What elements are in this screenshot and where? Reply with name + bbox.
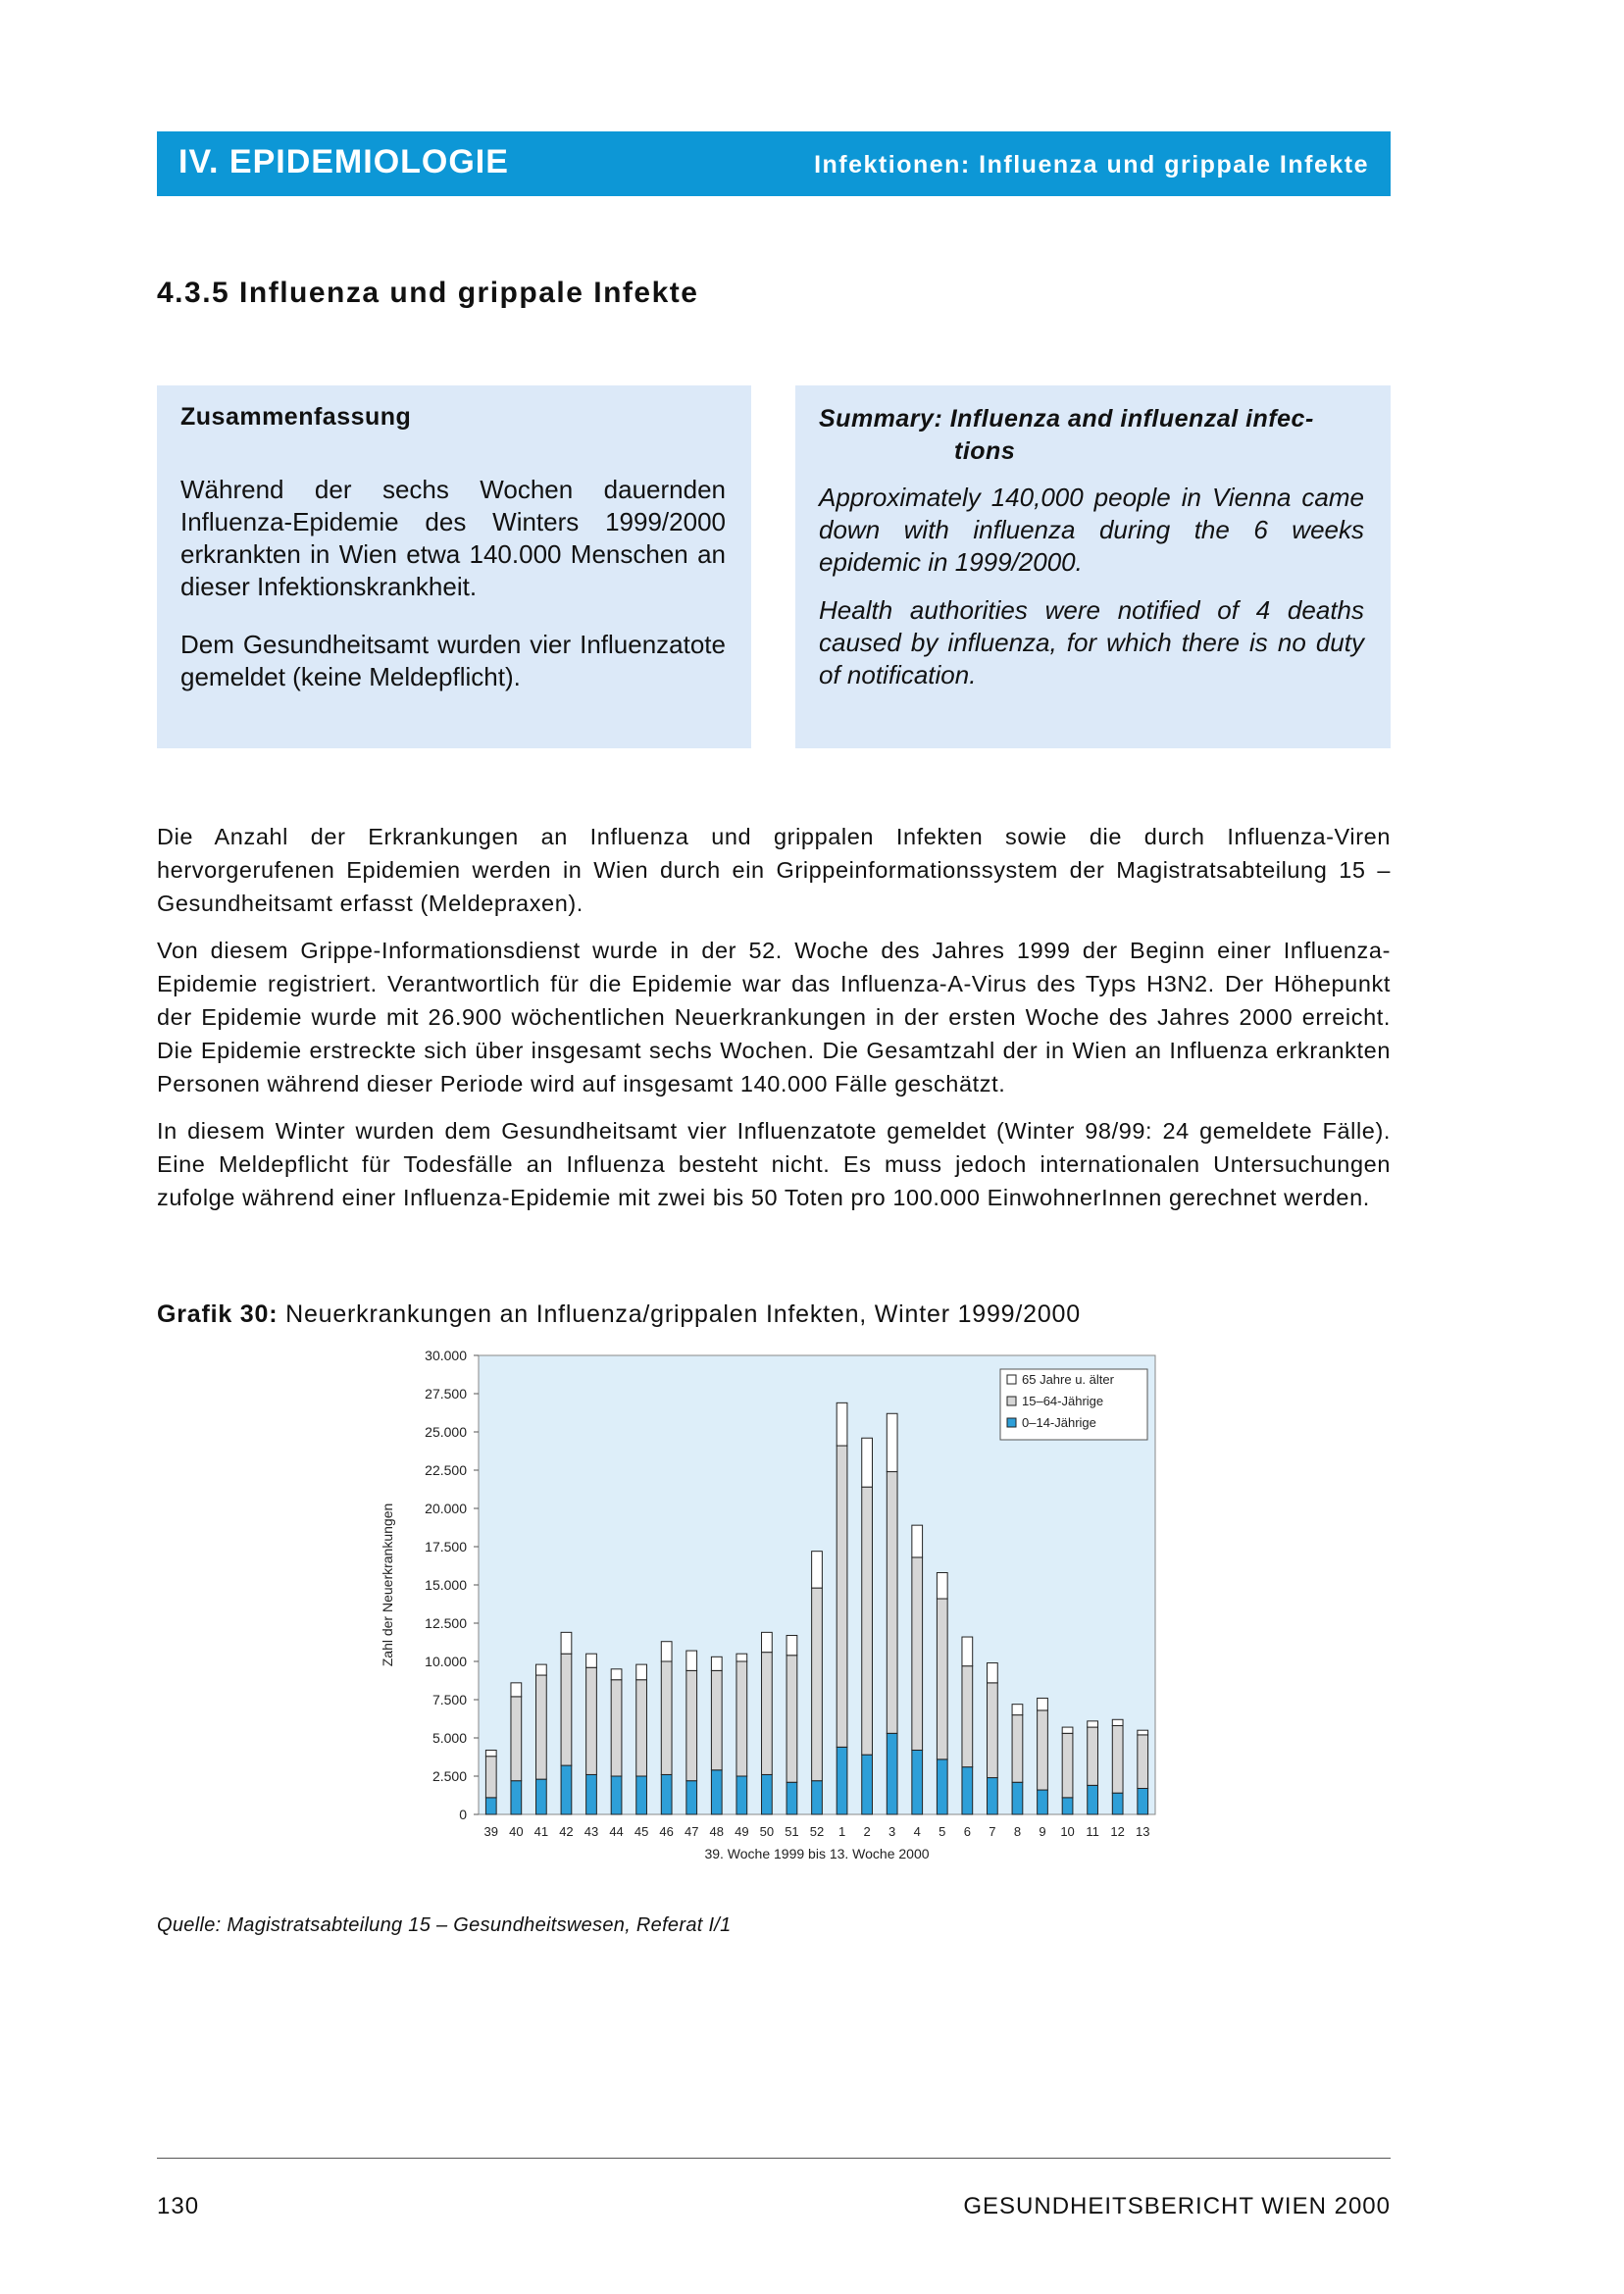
bar-segment-0 bbox=[661, 1774, 672, 1814]
bar-segment-1 bbox=[862, 1487, 873, 1755]
bar-segment-0 bbox=[988, 1778, 998, 1814]
bar-segment-2 bbox=[1012, 1705, 1023, 1715]
legend-label: 65 Jahre u. älter bbox=[1022, 1372, 1114, 1387]
x-tick-label: 9 bbox=[1039, 1824, 1046, 1839]
bar-segment-1 bbox=[887, 1472, 897, 1734]
bar-segment-2 bbox=[536, 1664, 547, 1675]
bar-segment-2 bbox=[485, 1750, 496, 1756]
x-tick-label: 8 bbox=[1013, 1824, 1022, 1839]
bar-segment-2 bbox=[511, 1683, 522, 1697]
bar-segment-2 bbox=[686, 1651, 697, 1670]
summary-paragraph-german-2: Dem Gesundheitsamt wurden vier Influenzatote gemeldet (keine Meldepflicht). bbox=[180, 630, 726, 691]
bar-segment-1 bbox=[837, 1446, 847, 1747]
bar-segment-2 bbox=[962, 1637, 973, 1666]
bar-segment-2 bbox=[812, 1552, 823, 1588]
bar-segment-0 bbox=[561, 1765, 572, 1814]
x-tick-label: 50 bbox=[759, 1824, 775, 1839]
bar-segment-2 bbox=[912, 1525, 923, 1557]
x-tick-label: 43 bbox=[584, 1824, 599, 1839]
bar-segment-0 bbox=[711, 1770, 722, 1814]
legend-swatch bbox=[1007, 1375, 1016, 1384]
bar-segment-2 bbox=[586, 1654, 597, 1667]
bar-segment-1 bbox=[787, 1656, 797, 1782]
x-tick-label: 44 bbox=[609, 1824, 624, 1839]
bar-segment-2 bbox=[762, 1632, 773, 1652]
x-tick-label: 41 bbox=[533, 1824, 549, 1839]
x-tick-label: 48 bbox=[709, 1824, 725, 1839]
summary-heading-english-line2: tions bbox=[954, 437, 1016, 465]
summary-box-german bbox=[157, 385, 751, 748]
bar-segment-2 bbox=[787, 1635, 797, 1655]
x-tick-label: 40 bbox=[509, 1824, 524, 1839]
y-tick-label: 25.000 bbox=[425, 1424, 467, 1440]
body-paragraph-2: Von diesem Grippe-Informationsdienst wurde in der 52. Woche des Jahres 1999 der Beginn einer Influenza-Epidemie registriert. Verantwortlich für die Epidemie war das Influenza-A-Virus des Typs H3N2. Der Höhepunkt der Epidemie wurde mit 26.900 wöchentlichen Neuerkrankungen in der ersten Woche des Jahres 2000 erreicht. Die Epidemie erstreckte sich über insgesamt sechs Wochen. Die Gesamtzahl der in Wien an Influenza erkrankten Personen während dieser Periode wird auf insgesamt 140.000 Fälle geschätzt. bbox=[157, 938, 1391, 1096]
bar-segment-2 bbox=[837, 1402, 847, 1446]
bar-segment-2 bbox=[1112, 1719, 1123, 1725]
bar-segment-2 bbox=[1062, 1727, 1073, 1733]
x-tick-label: 47 bbox=[684, 1824, 699, 1839]
bar-segment-1 bbox=[1038, 1710, 1048, 1790]
x-tick-label: 5 bbox=[939, 1824, 946, 1839]
x-tick-label: 46 bbox=[659, 1824, 674, 1839]
body-paragraph-1: Die Anzahl der Erkrankungen an Influenza und grippalen Infekten sowie die durch Influenza-Viren hervorgerufenen Epidemien werden in Wien durch ein Grippeinformationssystem der Magistratsabteilung 15 – Gesundheitsamt erfasst (Meldepraxen). bbox=[157, 824, 1391, 916]
y-tick-label: 10.000 bbox=[425, 1654, 467, 1669]
bar-segment-1 bbox=[586, 1667, 597, 1774]
figure-caption-label: Grafik 30: bbox=[157, 1300, 279, 1328]
legend-label: 15–64-Jährige bbox=[1022, 1394, 1104, 1408]
legend-label: 0–14-Jährige bbox=[1022, 1415, 1096, 1430]
bar-segment-0 bbox=[586, 1774, 597, 1814]
summary-heading-english bbox=[819, 403, 1368, 468]
bar-segment-1 bbox=[536, 1675, 547, 1779]
bar-segment-1 bbox=[1112, 1726, 1123, 1794]
x-tick-label: 39 bbox=[483, 1824, 499, 1839]
summary-box-english bbox=[795, 385, 1391, 748]
bar-segment-1 bbox=[962, 1666, 973, 1767]
summary-paragraph-english-1: Approximately 140,000 people in Vienna came down with influenza during the 6 weeks epidemic in 1999/2000. bbox=[819, 483, 1364, 577]
bar-segment-0 bbox=[762, 1774, 773, 1814]
y-tick-label: 2.500 bbox=[431, 1768, 467, 1784]
legend-swatch bbox=[1007, 1418, 1016, 1427]
bar-segment-1 bbox=[636, 1680, 647, 1776]
body-text bbox=[157, 820, 1391, 1228]
bar-segment-1 bbox=[711, 1670, 722, 1769]
bar-segment-0 bbox=[1138, 1788, 1148, 1814]
summary-paragraph-english-2: Health authorities were notified of 4 deaths caused by influenza, for which there is no duty of notification. bbox=[819, 595, 1364, 689]
bar-segment-0 bbox=[511, 1781, 522, 1814]
x-tick-label: 45 bbox=[634, 1824, 649, 1839]
bar-segment-0 bbox=[536, 1779, 547, 1814]
x-tick-label: 6 bbox=[963, 1824, 971, 1839]
y-tick-label: 20.000 bbox=[425, 1501, 467, 1516]
publication-title: GESUNDHEITSBERICHT WIEN 2000 bbox=[963, 2193, 1391, 2219]
bar-segment-0 bbox=[912, 1750, 923, 1814]
page-number: 130 bbox=[157, 2193, 200, 2219]
bar-segment-0 bbox=[962, 1767, 973, 1814]
y-tick-label: 15.000 bbox=[425, 1577, 467, 1593]
bar-segment-2 bbox=[887, 1413, 897, 1471]
y-tick-label: 30.000 bbox=[425, 1348, 467, 1363]
x-tick-label: 7 bbox=[989, 1824, 996, 1839]
y-tick-label: 5.000 bbox=[431, 1730, 467, 1746]
source-note: Quelle: Magistratsabteilung 15 – Gesundheitswesen, Referat I/1 bbox=[157, 1914, 732, 1936]
figure-caption bbox=[157, 1300, 1081, 1329]
bar-segment-0 bbox=[1062, 1798, 1073, 1814]
y-tick-label: 27.500 bbox=[425, 1386, 467, 1402]
summary-heading-english-line1: Summary: Influenza and influenzal infec- bbox=[819, 405, 1314, 433]
bar-segment-1 bbox=[736, 1661, 747, 1776]
bar-segment-1 bbox=[485, 1757, 496, 1798]
chapter-title: IV. EPIDEMIOLOGIE bbox=[178, 143, 509, 180]
bar-segment-1 bbox=[1012, 1715, 1023, 1783]
bar-segment-0 bbox=[636, 1776, 647, 1814]
bar-segment-1 bbox=[988, 1683, 998, 1778]
bar-segment-0 bbox=[485, 1798, 496, 1814]
figure-caption-text: Neuerkrankungen an Influenza/grippalen Infekten, Winter 1999/2000 bbox=[278, 1300, 1081, 1328]
influenza-stacked-bar-chart bbox=[373, 1344, 1177, 1873]
x-tick-label: 13 bbox=[1135, 1824, 1150, 1839]
bar-segment-2 bbox=[711, 1657, 722, 1670]
bar-segment-1 bbox=[1062, 1733, 1073, 1798]
bar-segment-2 bbox=[937, 1573, 947, 1600]
x-tick-label: 12 bbox=[1110, 1824, 1125, 1839]
bar-segment-1 bbox=[1088, 1727, 1098, 1785]
bar-segment-0 bbox=[837, 1747, 847, 1814]
bar-segment-1 bbox=[762, 1653, 773, 1775]
summary-heading-german: Zusammenfassung bbox=[180, 403, 412, 431]
bar-segment-2 bbox=[736, 1654, 747, 1661]
x-tick-label: 2 bbox=[863, 1824, 871, 1839]
footer-divider bbox=[157, 2158, 1391, 2159]
bar-segment-1 bbox=[561, 1654, 572, 1765]
bar-segment-2 bbox=[1038, 1698, 1048, 1709]
bar-segment-0 bbox=[1088, 1785, 1098, 1814]
y-tick-label: 12.500 bbox=[425, 1615, 467, 1631]
y-axis-label: Zahl der Neuerkrankungen bbox=[380, 1503, 395, 1667]
bar-segment-1 bbox=[686, 1670, 697, 1780]
y-tick-label: 22.500 bbox=[425, 1462, 467, 1478]
bar-segment-2 bbox=[862, 1438, 873, 1487]
bar-segment-0 bbox=[862, 1755, 873, 1814]
x-tick-label: 1 bbox=[837, 1824, 846, 1839]
bar-segment-2 bbox=[561, 1632, 572, 1654]
y-tick-label: 7.500 bbox=[431, 1692, 467, 1708]
bar-segment-1 bbox=[937, 1599, 947, 1759]
bar-segment-0 bbox=[887, 1733, 897, 1814]
bar-segment-0 bbox=[686, 1781, 697, 1814]
bar-segment-0 bbox=[812, 1781, 823, 1814]
bar-segment-0 bbox=[787, 1782, 797, 1814]
legend-swatch bbox=[1007, 1397, 1016, 1405]
bar-segment-2 bbox=[636, 1664, 647, 1680]
x-tick-label: 3 bbox=[888, 1824, 896, 1839]
x-axis-label: 39. Woche 1999 bis 13. Woche 2000 bbox=[704, 1846, 930, 1861]
bar-segment-2 bbox=[988, 1663, 998, 1683]
bar-segment-1 bbox=[511, 1697, 522, 1781]
x-tick-label: 11 bbox=[1086, 1824, 1099, 1839]
y-tick-label: 0 bbox=[459, 1807, 467, 1822]
bar-segment-0 bbox=[611, 1776, 622, 1814]
summary-paragraph-german-1: Während der sechs Wochen dauernden Influenza-Epidemie des Winters 1999/2000 erkrankten in Wien etwa 140.000 Menschen an dieser Infektionskrankheit. bbox=[180, 475, 726, 601]
x-tick-label: 49 bbox=[735, 1824, 749, 1839]
x-tick-label: 10 bbox=[1060, 1824, 1075, 1839]
bar-segment-0 bbox=[736, 1776, 747, 1814]
bar-segment-1 bbox=[912, 1557, 923, 1751]
bar-segment-1 bbox=[611, 1680, 622, 1776]
bar-segment-2 bbox=[1138, 1730, 1148, 1735]
bar-segment-0 bbox=[937, 1759, 947, 1814]
bar-segment-0 bbox=[1038, 1790, 1048, 1814]
chapter-topic: Infektionen: Influenza und grippale Infekte bbox=[814, 151, 1369, 178]
bar-segment-0 bbox=[1012, 1782, 1023, 1814]
bar-segment-0 bbox=[1112, 1793, 1123, 1814]
bar-segment-2 bbox=[611, 1669, 622, 1680]
chapter-header-bar bbox=[157, 131, 1391, 196]
x-tick-label: 4 bbox=[913, 1824, 921, 1839]
x-tick-label: 52 bbox=[809, 1824, 825, 1839]
y-tick-label: 17.500 bbox=[425, 1539, 467, 1555]
x-tick-label: 51 bbox=[785, 1824, 799, 1839]
section-title: 4.3.5 Influenza und grippale Infekte bbox=[157, 277, 699, 309]
bar-segment-2 bbox=[661, 1642, 672, 1661]
body-paragraph-3: In diesem Winter wurden dem Gesundheitsamt vier Influenzatote gemeldet (Winter 98/99: 24 gemeldete Fälle). Eine Meldepflicht für Todesfälle an Influenza besteht nicht. Es muss jedoch internationalen Untersuchungen zufolge während einer Influenza-Epidemie mit zwei bis 50 Toten pro 100.000 EinwohnerInnen gerechnet werden. bbox=[157, 1118, 1391, 1210]
bar-segment-1 bbox=[661, 1661, 672, 1774]
bar-segment-2 bbox=[1088, 1721, 1098, 1727]
bar-segment-1 bbox=[1138, 1735, 1148, 1789]
x-tick-label: 42 bbox=[559, 1824, 574, 1839]
bar-segment-1 bbox=[812, 1588, 823, 1781]
